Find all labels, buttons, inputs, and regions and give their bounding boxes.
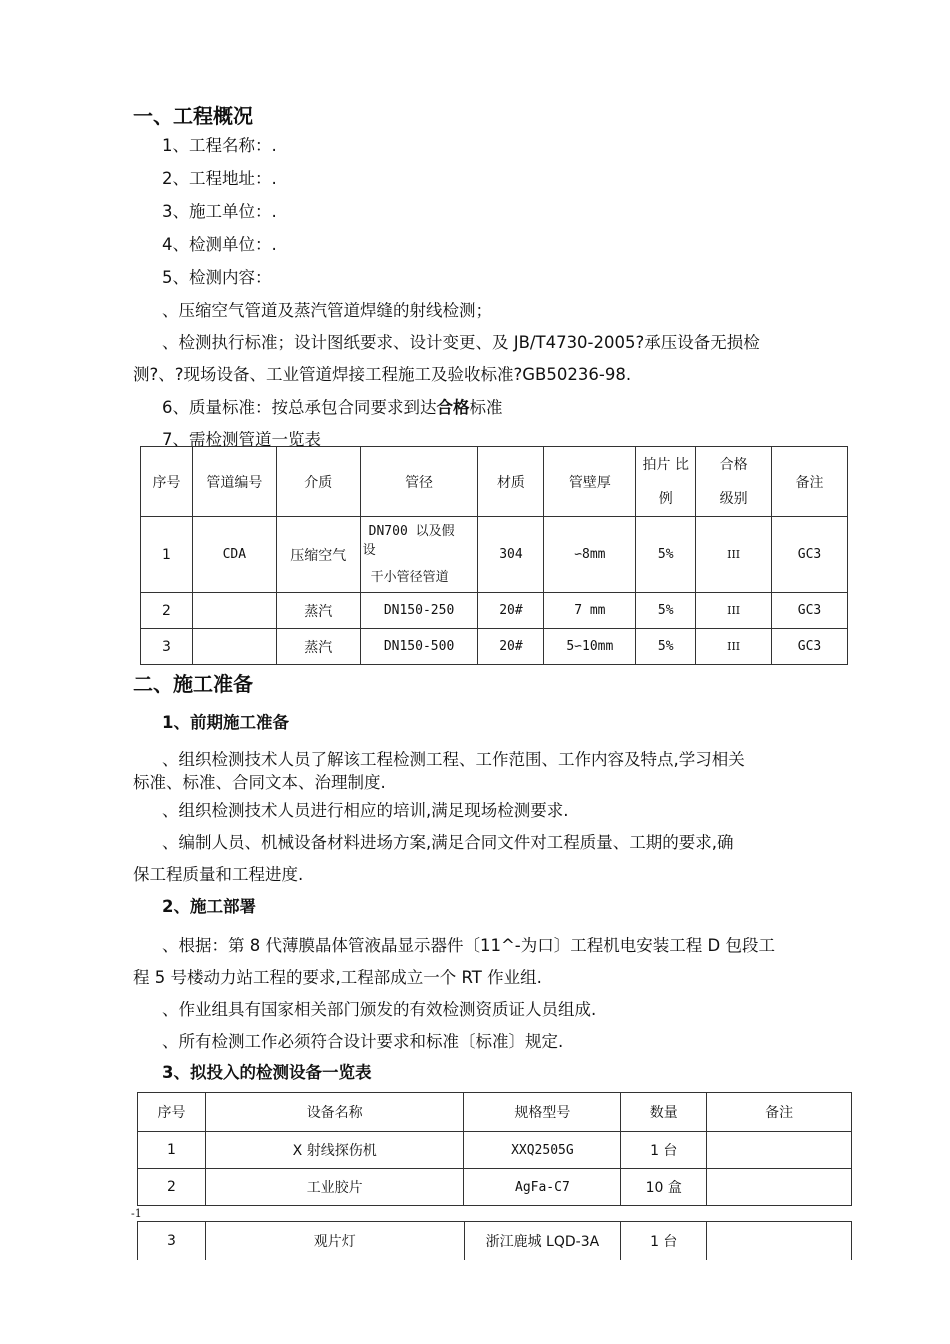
table-row — [138, 1169, 852, 1206]
equip-note — [707, 1132, 852, 1169]
header-no: 序号 — [141, 447, 193, 517]
page-mark: -1 — [131, 1207, 142, 1220]
equip-no: 3 — [138, 1222, 206, 1260]
cell-diameter: DN150-500 — [360, 629, 478, 665]
cell-medium: 压缩空气 — [276, 517, 360, 593]
pipe-table-title: 7、需检测管道一览表 — [162, 430, 321, 449]
subsection-3-title: 3、拟投入的检测设备一览表 — [162, 1063, 372, 1082]
project-name: 1、工程名称：. — [162, 136, 277, 155]
deploy-p6: 、所有检测工作必须符合设计要求和标准〔标准〕规定. — [162, 1032, 564, 1051]
table-row — [138, 1132, 852, 1169]
cell-grade: III — [696, 629, 772, 665]
section-1-title: 一、工程概况 — [133, 104, 253, 128]
construction-unit: 3、施工单位：. — [162, 202, 277, 221]
subsection-2-title: 2、施工部署 — [162, 897, 256, 916]
equip-no: 1 — [138, 1132, 206, 1169]
cell-medium: 蒸汽 — [276, 629, 360, 665]
cell-no: 1 — [141, 517, 193, 593]
cell-no: 3 — [141, 629, 193, 665]
equip-note — [707, 1222, 852, 1260]
cell-thickness: 5∽10mm — [544, 629, 636, 665]
quality-standard — [162, 394, 503, 418]
header-grade-line2: 级别 — [719, 490, 748, 507]
cell-ratio: 5% — [636, 593, 696, 629]
cell-note: GC3 — [772, 629, 848, 665]
cell-material: 304 — [478, 517, 544, 593]
quality-suffix: 标准 — [469, 398, 503, 417]
prep-p1-line1: 、组织检测技术人员了解该工程检测工程、工作范围、工作内容及特点,学习相关 — [162, 750, 745, 769]
equip-note — [707, 1169, 852, 1206]
cell-thickness: ∽8mm — [544, 517, 636, 593]
deploy-p4-line1: 、根据：第 8 代薄膜晶体管液晶显示器件〔11^-为口〕工程机电安装工程 D 包段工 — [162, 936, 775, 955]
cell-grade: III — [696, 593, 772, 629]
equip-model: 浙江鹿城 LQD-3A — [464, 1222, 621, 1260]
cell-code: CDA — [192, 517, 276, 593]
equip-qty: 10 盒 — [621, 1169, 707, 1206]
equipment-table-continued — [137, 1221, 852, 1260]
header-ratio — [636, 447, 696, 517]
equip-header-qty: 数量 — [621, 1093, 707, 1132]
cell-thickness: 7 mm — [544, 593, 636, 629]
diameter-line1: DN700 以及假 — [368, 524, 455, 539]
prep-p2: 、组织检测技术人员进行相应的培训,满足现场检测要求. — [162, 801, 569, 820]
deploy-p5: 、作业组具有国家相关部门颁发的有效检测资质证人员组成. — [162, 1000, 597, 1019]
header-diameter: 管径 — [360, 447, 478, 517]
header-code: 管道编号 — [192, 447, 276, 517]
prep-p1-line2: 标准、标准、合同文本、治理制度. — [133, 773, 386, 792]
diameter-line2: 设 — [362, 543, 376, 558]
content-b-line1: 、检测执行标准；设计图纸要求、设计变更、及 JB/T4730-2005?承压设备无损检 — [162, 333, 760, 352]
equip-model: AgFa-C7 — [464, 1169, 621, 1206]
cell-note: GC3 — [772, 593, 848, 629]
table-row — [141, 593, 848, 629]
header-grade-line1: 合格 — [719, 456, 748, 473]
cell-material: 20# — [478, 593, 544, 629]
equip-name: 工业胶片 — [205, 1169, 464, 1206]
equip-name: X 射线探伤机 — [205, 1132, 464, 1169]
equip-header-row — [138, 1093, 852, 1132]
cell-material: 20# — [478, 629, 544, 665]
equip-header-no: 序号 — [138, 1093, 206, 1132]
cell-diameter — [360, 517, 478, 593]
project-address: 2、工程地址：. — [162, 169, 277, 188]
cell-ratio: 5% — [636, 629, 696, 665]
equip-no: 2 — [138, 1169, 206, 1206]
prep-p3-line2: 保工程质量和工程进度. — [133, 865, 304, 884]
header-ratio-line1: 拍片 比 — [642, 456, 689, 473]
cell-code — [192, 629, 276, 665]
equip-header-name: 设备名称 — [205, 1093, 464, 1132]
cell-ratio: 5% — [636, 517, 696, 593]
prep-p3-line1: 、编制人员、机械设备材料进场方案,满足合同文件对工程质量、工期的要求,确 — [162, 833, 734, 852]
table-row — [141, 629, 848, 665]
content-b-line2: 测?、?现场设备、工业管道焊接工程施工及验收标准?GB50236-98. — [133, 365, 632, 384]
equip-header-model: 规格型号 — [464, 1093, 621, 1132]
subsection-1-title: 1、前期施工准备 — [162, 713, 289, 732]
header-ratio-line2: 例 — [658, 490, 673, 507]
diameter-line3: 干小管径管道 — [370, 570, 449, 585]
equip-model: XXQ2505G — [464, 1132, 621, 1169]
equip-header-note: 备注 — [707, 1093, 852, 1132]
inspection-content: 5、检测内容： — [162, 268, 272, 287]
table-row — [141, 517, 848, 593]
section-2-title: 二、施工准备 — [133, 672, 253, 696]
cell-medium: 蒸汽 — [276, 593, 360, 629]
header-material: 材质 — [478, 447, 544, 517]
content-a: 、压缩空气管道及蒸汽管道焊缝的射线检测； — [162, 301, 492, 320]
cell-note: GC3 — [772, 517, 848, 593]
pipe-header-row — [141, 447, 848, 517]
equip-qty: 1 台 — [621, 1132, 707, 1169]
equip-name: 观片灯 — [205, 1222, 464, 1260]
header-note: 备注 — [772, 447, 848, 517]
deploy-p4-line2: 程 5 号楼动力站工程的要求,工程部成立一个 RT 作业组. — [133, 968, 542, 987]
header-grade — [696, 447, 772, 517]
equipment-table — [137, 1092, 852, 1206]
cell-code — [192, 593, 276, 629]
pipe-table — [140, 446, 848, 665]
cell-diameter: DN150-250 — [360, 593, 478, 629]
header-thickness: 管壁厚 — [544, 447, 636, 517]
header-medium: 介质 — [276, 447, 360, 517]
equip-qty: 1 台 — [621, 1222, 707, 1260]
cell-grade: III — [696, 517, 772, 593]
quality-bold: 合格 — [436, 398, 470, 417]
cell-no: 2 — [141, 593, 193, 629]
inspection-unit: 4、检测单位：. — [162, 235, 277, 254]
table-row — [138, 1222, 852, 1260]
quality-prefix: 6、质量标准：按总承包合同要求到达 — [162, 398, 437, 417]
